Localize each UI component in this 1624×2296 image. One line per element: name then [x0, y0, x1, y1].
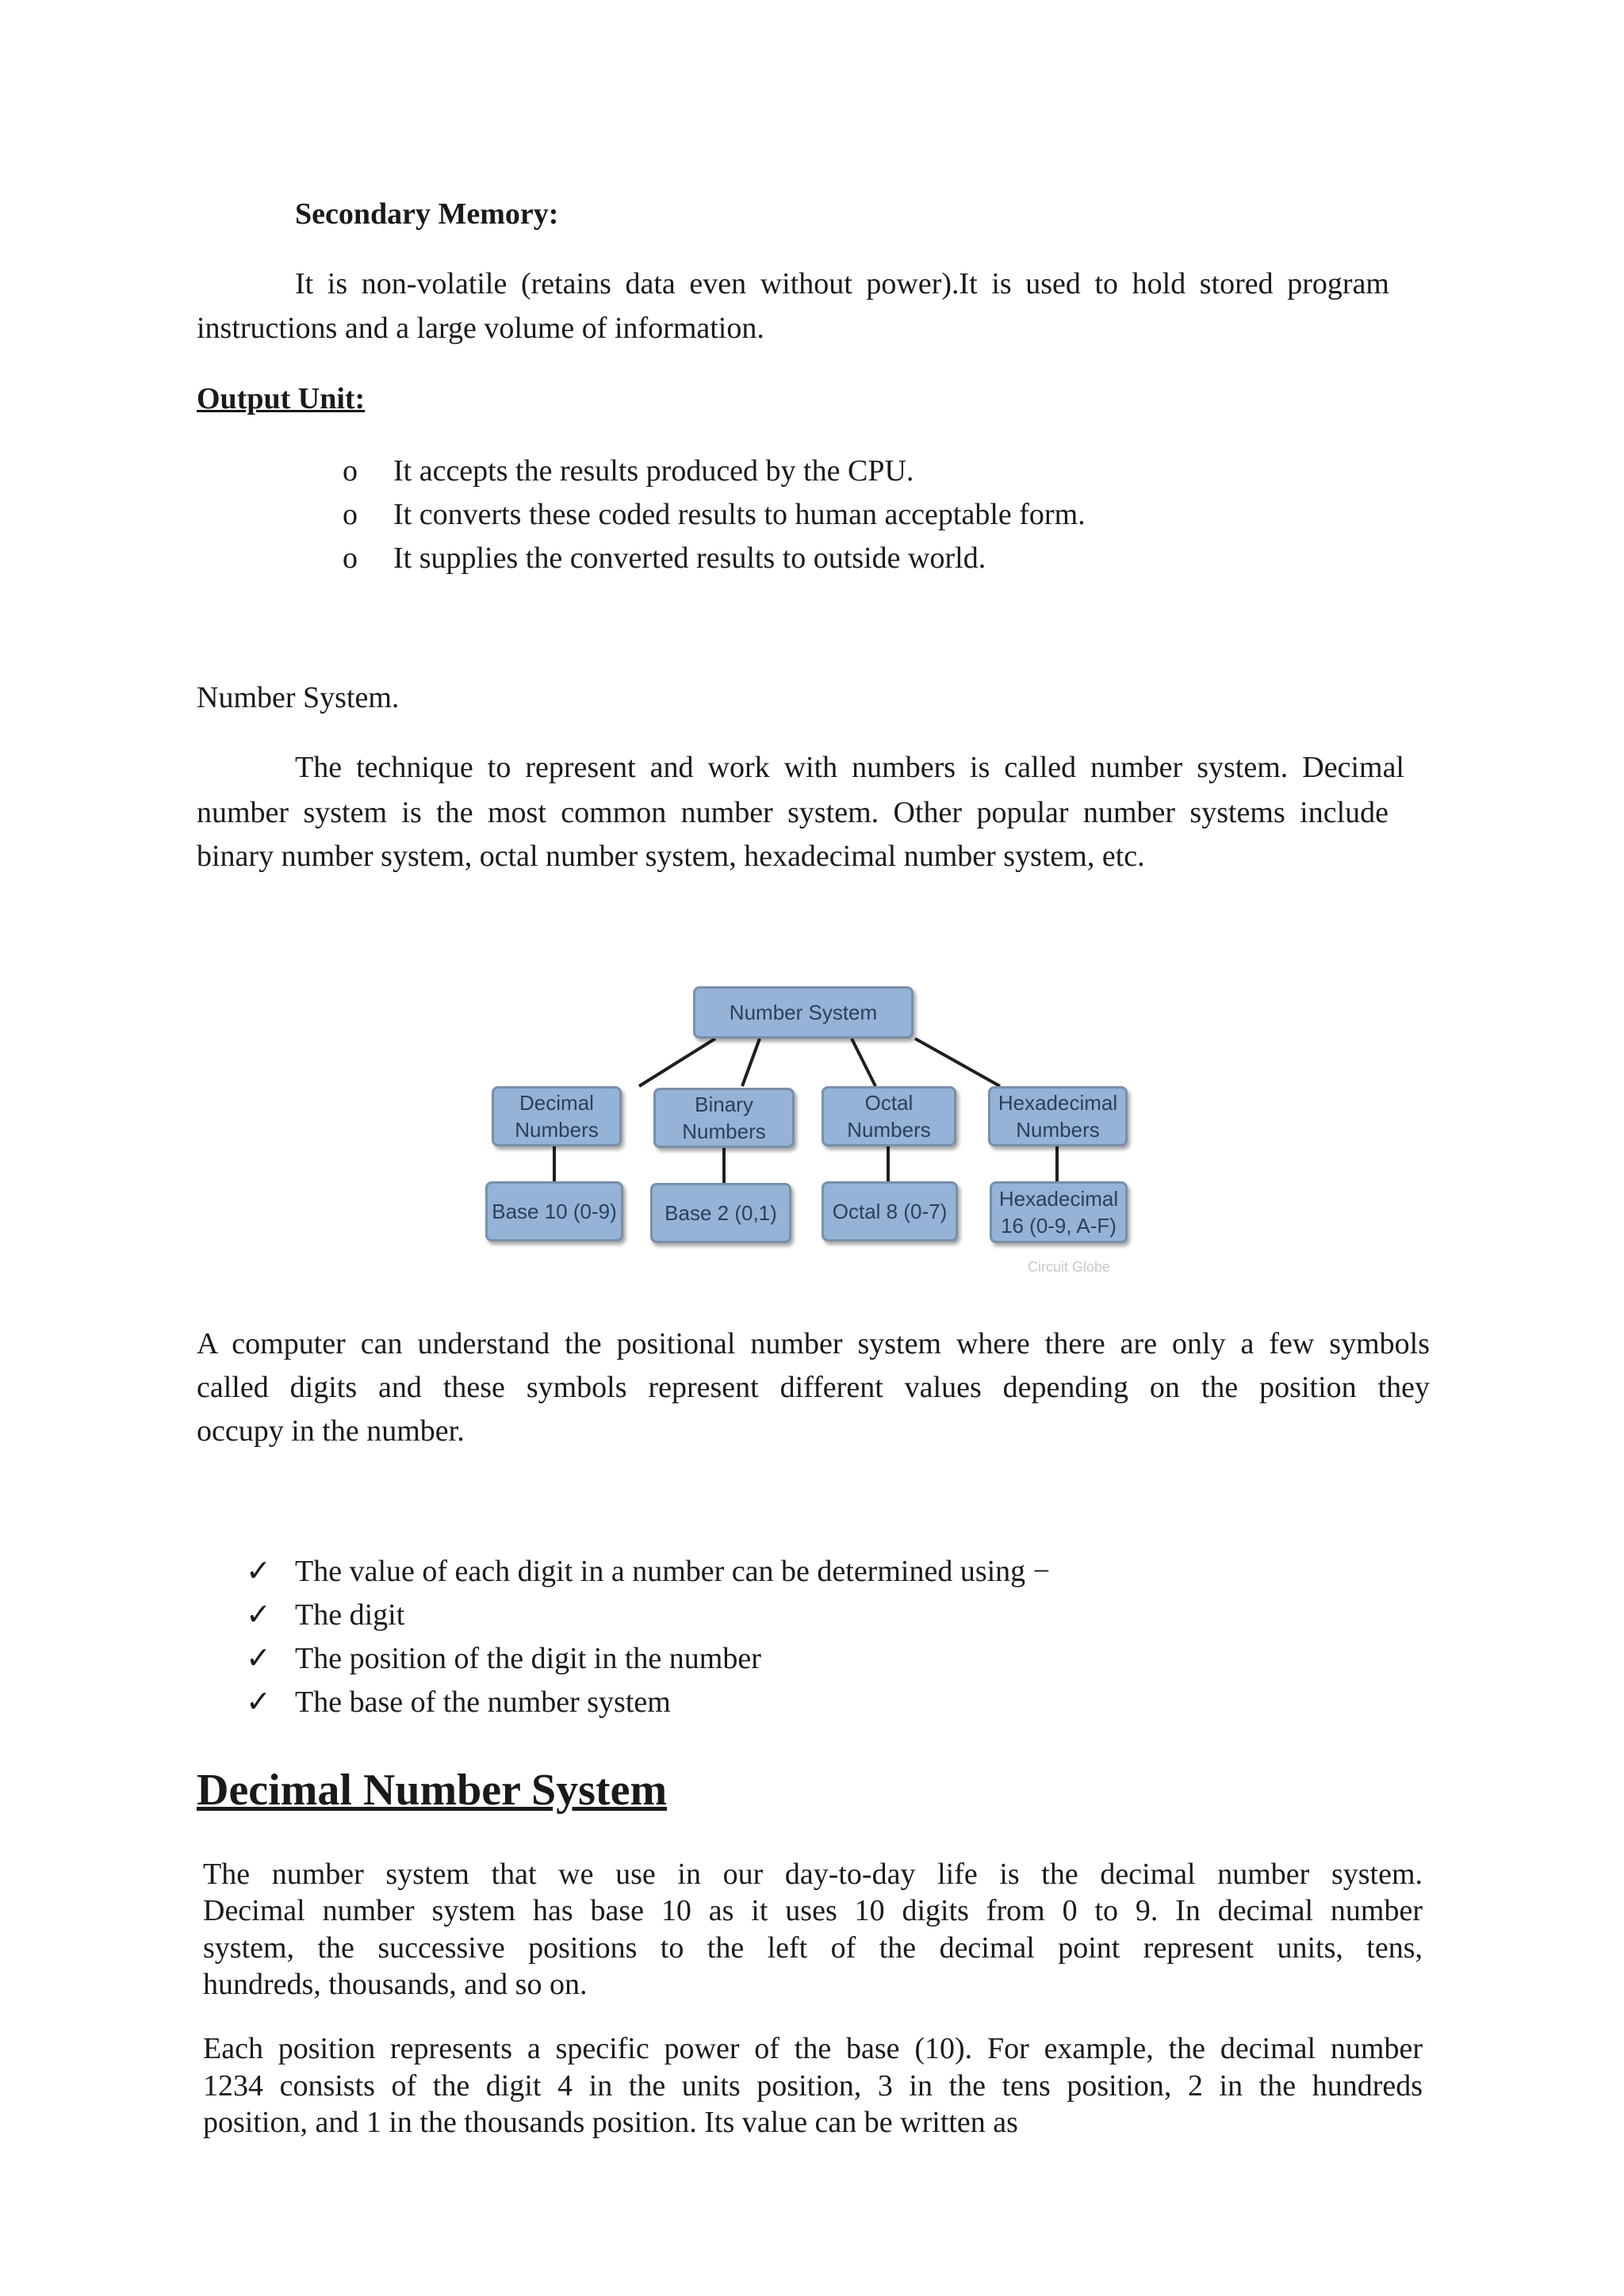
list-item: It supplies the converted results to outside world.	[393, 541, 986, 575]
diagram-root-node: Number System	[693, 986, 914, 1039]
check-icon: ✓	[246, 1642, 271, 1675]
diagram-base-node: Octal 8 (0-7)	[822, 1181, 958, 1242]
paragraph-line: position, and 1 in the thousands position. Its value can be written as	[203, 2106, 1018, 2139]
section-heading: Decimal Number System	[197, 1766, 668, 1815]
diagram-type-node: Octal Numbers	[822, 1086, 956, 1146]
list-item: It converts these coded results to human acceptable form.	[393, 498, 1086, 531]
check-icon: ✓	[246, 1686, 271, 1719]
list-bullet: o	[343, 454, 358, 488]
paragraph-line: hundreds, thousands, and so on.	[203, 1968, 588, 2001]
list-bullet: o	[343, 541, 358, 575]
diagram-watermark: Circuit Globe	[1028, 1259, 1111, 1275]
diagram-base-node: Hexadecimal 16 (0-9, A-F)	[990, 1181, 1128, 1243]
check-icon: ✓	[246, 1598, 271, 1632]
diagram-base-node: Base 2 (0,1)	[650, 1183, 791, 1243]
diagram-type-node: Binary Numbers	[653, 1088, 795, 1148]
number-system-diagram	[481, 974, 1147, 1291]
paragraph-line: 1234 consists of the digit 4 in the units position, 3 in the tens position, 2 in the hundreds	[203, 2069, 1423, 2103]
paragraph-line: Each position represents a specific power of the base (10). For example, the decimal number	[203, 2032, 1423, 2065]
secondary-memory-heading: Secondary Memory:	[295, 197, 559, 231]
diagram-type-node: Decimal Numbers	[492, 1086, 622, 1146]
list-item: The value of each digit in a number can be determined using −	[295, 1555, 1051, 1588]
paragraph-line: called digits and these symbols represent different values depending on the position they	[197, 1371, 1430, 1404]
paragraph-line: Decimal number system has base 10 as it uses 10 digits from 0 to 9. In decimal number	[203, 1894, 1423, 1927]
check-icon: ✓	[246, 1555, 271, 1588]
paragraph-line: occupy in the number.	[197, 1414, 465, 1448]
output-unit-heading: Output Unit:	[197, 382, 366, 415]
diagram-type-node: Hexadecimal Numbers	[988, 1086, 1128, 1146]
diagram-base-node: Base 10 (0-9)	[485, 1181, 623, 1242]
list-item: The base of the number system	[295, 1686, 671, 1719]
paragraph-line: system, the successive positions to the left of the decimal point represent units, tens,	[203, 1931, 1423, 1965]
list-bullet: o	[343, 498, 358, 531]
secondary-memory-line-2: instructions and a large volume of information.	[197, 312, 764, 345]
secondary-memory-line-1: It is non-volatile (retains data even without power).It is used to hold stored program	[295, 267, 1389, 300]
paragraph-line: A computer can understand the positional number system where there are only a few symbols	[197, 1327, 1430, 1360]
paragraph-line: The technique to represent and work with numbers is called number system. Decimal	[295, 751, 1404, 784]
paragraph-line: binary number system, octal number system, hexadecimal number system, etc.	[197, 840, 1145, 873]
list-item: The digit	[295, 1598, 405, 1632]
number-system-heading: Number System.	[197, 681, 400, 714]
list-item: The position of the digit in the number	[295, 1642, 761, 1675]
paragraph-line: The number system that we use in our day-to-day life is the decimal number system.	[203, 1858, 1423, 1891]
paragraph-line: number system is the most common number system. Other popular number systems include	[197, 796, 1388, 829]
list-item: It accepts the results produced by the CPU.	[393, 454, 914, 488]
